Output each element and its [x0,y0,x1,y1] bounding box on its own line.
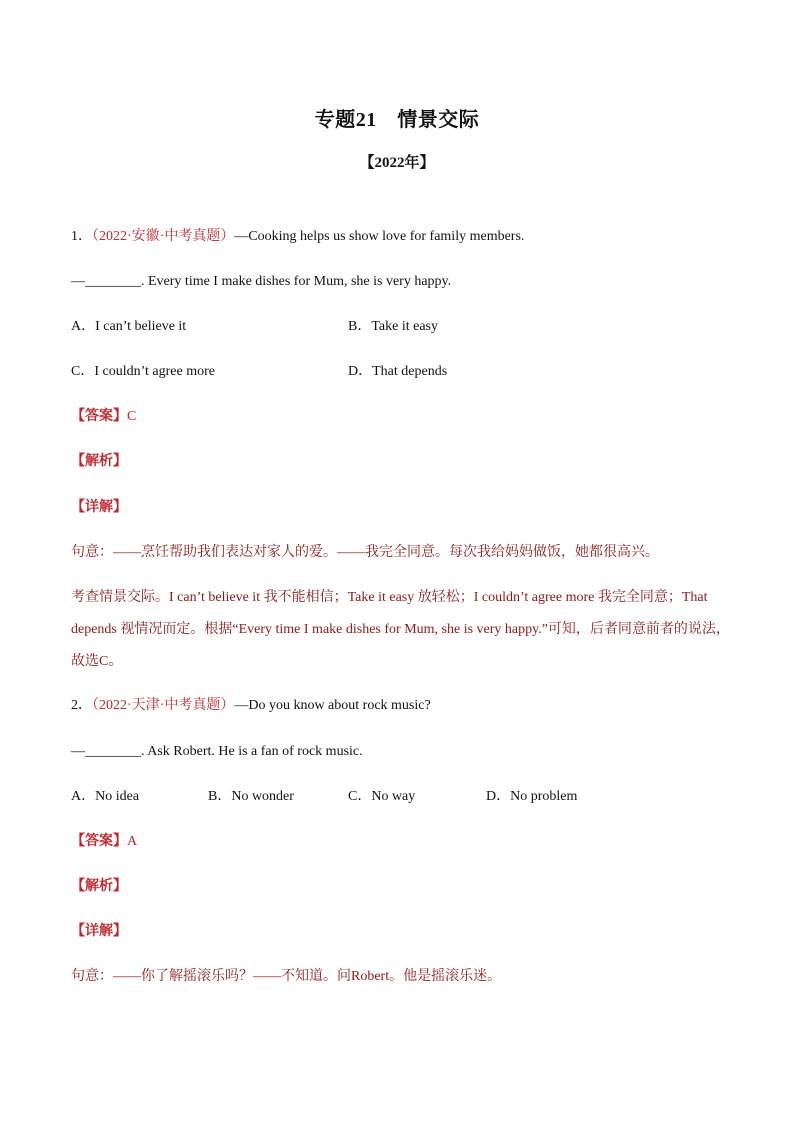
q1-option-d: D．That depends [348,364,448,379]
q2-option-c: C．No way [348,789,416,804]
question-1-reply: —________. Every time I make dishes for Mum, she is very happy. [71,274,452,289]
q2-option-d: D．No problem [486,789,578,804]
q2-meaning [71,967,501,987]
q1-option-c: C．I couldn’t agree more [71,364,215,379]
question-2-reply: —________. Ask Robert. He is a fan of rock music. [71,744,363,759]
answer-label: 【答案】 [71,409,127,424]
answer-label: 【答案】 [71,834,127,849]
q1-option-b: B．Take it easy [348,319,438,334]
q1-option-a: A．I can’t believe it [71,319,187,334]
q2-option-a: A．No idea [71,789,140,804]
q1-meaning [71,543,659,563]
q1-analysis-label: 【解析】 [71,454,127,469]
year-heading: 【2022年】 [359,155,435,171]
q2-analysis-label: 【解析】 [71,879,127,894]
q2-detail-label: 【详解】 [71,924,127,939]
q1-detail-label: 【详解】 [71,500,127,515]
meaning-label: 句意： [71,545,113,560]
question-number: 1． [71,229,92,244]
page-title: 专题21 情景交际 [314,109,480,131]
q1-explanation: 考查情景交际。I can’t believe it 我不能相信；Take it easy 放轻松；I couldn’t agree more 我完全同意；That depends 视情况而定。根据“Every time I make dishes for Mum, she is very happy.”可知，后者同意前者的说法，故选C。 [71,590,730,669]
question-text: —Cooking helps us show love for family members. [234,229,525,244]
meaning-name: Robert [351,969,390,984]
answer-value: C [127,409,137,424]
meaning-text: ——烹饪帮助我们表达对家人的爱。——我完全同意。每次我给妈妈做饭，她都很高兴。 [113,545,659,560]
meaning-text: ——你了解摇滚乐吗？——不知道。问 [113,969,351,984]
question-2-stem [71,696,431,716]
answer-value: A [127,834,138,849]
q1-answer [71,407,136,427]
question-number: 2． [71,698,92,713]
question-1-stem [71,227,524,247]
q2-option-b: B．No wonder [208,789,294,804]
meaning-label: 句意： [71,969,113,984]
q2-answer [71,832,137,852]
question-source: （2022·安徽·中考真题） [92,229,235,244]
question-text: —Do you know about rock music? [234,698,431,713]
question-source: （2022·天津·中考真题） [92,698,235,713]
meaning-text-end: 。他是摇滚乐迷。 [389,969,502,984]
